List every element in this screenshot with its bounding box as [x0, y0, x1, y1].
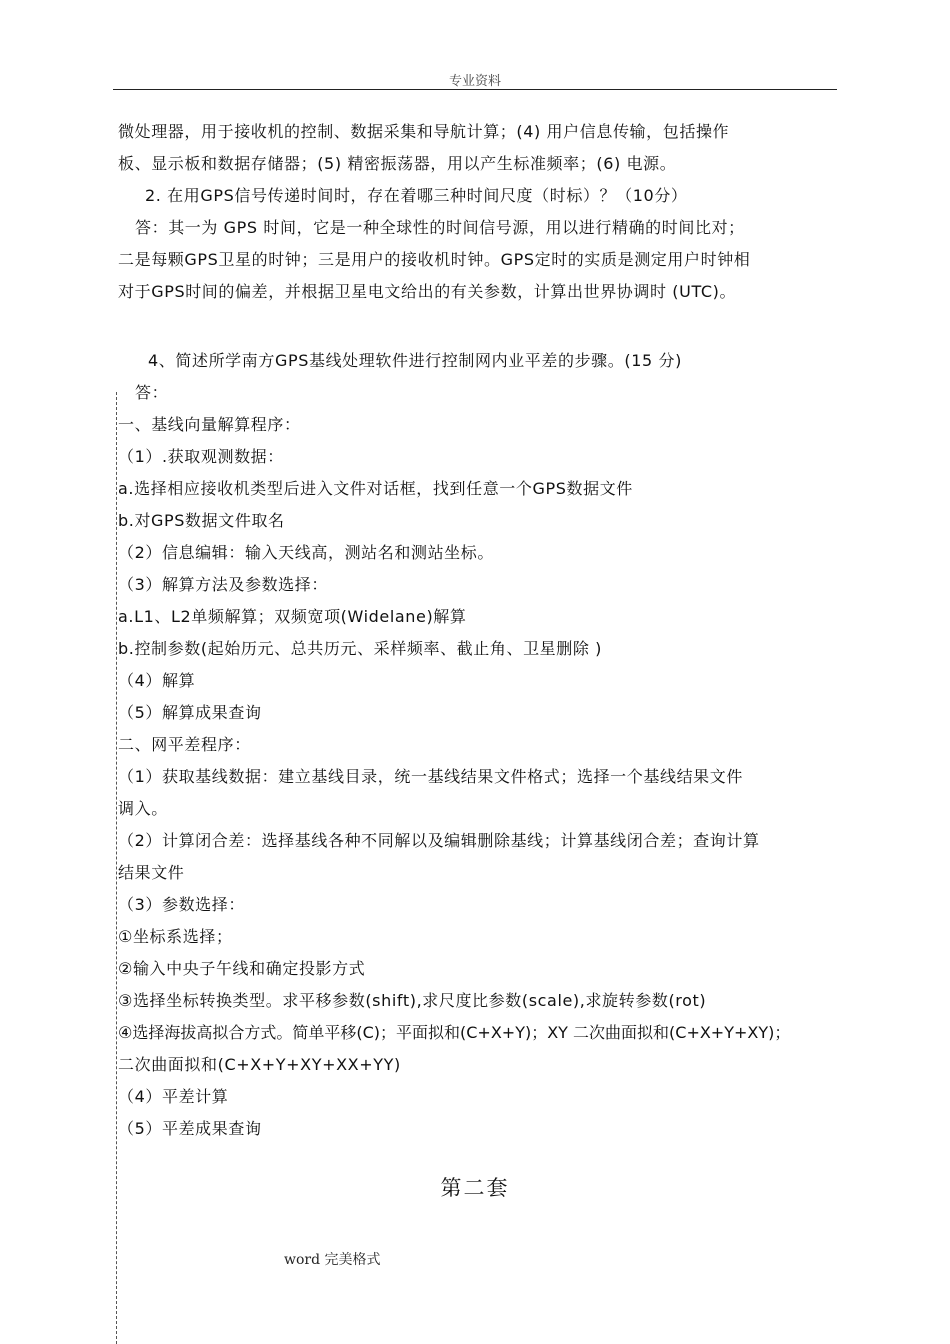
page-header-title: 专业资料 [448, 74, 501, 89]
section-heading: 第二套 [440, 1176, 510, 1200]
text-line: 板、显示板和数据存储器；(5) 精密振荡器，用以产生标准频率；(6) 电源。 [118, 154, 677, 173]
answer-2-line: 二是每颗GPS卫星的时钟；三是用户的接收机时钟。GPS定时的实质是测定用户时钟相 [118, 250, 751, 269]
list-item: 调入。 [118, 799, 168, 818]
list-item: （1）获取基线数据：建立基线目录，统一基线结果文件格式；选择一个基线结果文件 [118, 767, 743, 786]
list-item: （1）.获取观测数据： [118, 447, 284, 466]
list-item: b.控制参数(起始历元、总共历元、采样频率、截止角、卫星删除 ) [118, 639, 603, 658]
list-item: 二次曲面拟和(C+X+Y+XY+XX+YY) [118, 1055, 401, 1074]
list-item: b.对GPS数据文件取名 [118, 511, 285, 530]
text-line: 微处理器，用于接收机的控制、数据采集和导航计算；(4) 用户信息传输，包括操作 [118, 122, 730, 141]
list-item: ④选择海拔高拟合方式。简单平移(C)；平面拟和(C+X+Y)；XY 二次曲面拟和(C+X+Y+XY)； [118, 1023, 791, 1042]
list-item: a.选择相应接收机类型后进入文件对话框，找到任意一个GPS数据文件 [118, 479, 633, 498]
answer-4-label: 答： [135, 383, 169, 402]
list-item: （2）计算闭合差：选择基线各种不同解以及编辑删除基线；计算基线闭合差；查询计算 [118, 831, 760, 850]
list-item: （4）平差计算 [118, 1087, 229, 1106]
question-4: 4、简述所学南方GPS基线处理软件进行控制网内业平差的步骤。(15 分) [148, 351, 682, 370]
section-1-title: 一、基线向量解算程序： [118, 415, 301, 434]
list-item: （4）解算 [118, 671, 196, 690]
section-2-title: 二、网平差程序： [118, 735, 251, 754]
list-item: 结果文件 [118, 863, 185, 882]
list-item: （3）参数选择： [118, 895, 245, 914]
list-item: （3）解算方法及参数选择： [118, 575, 328, 594]
question-2: 2. 在用GPS信号传递时间时，存在着哪三种时间尺度（时标）？（10分） [145, 186, 688, 205]
answer-2-line: 对于GPS时间的偏差，并根据卫星电文给出的有关参数，计算出世界协调时 (UTC)。 [118, 282, 737, 301]
list-item: ③选择坐标转换类型。求平移参数(shift),求尺度比参数(scale),求旋转参数(rot) [118, 991, 707, 1010]
header-rule [113, 89, 837, 90]
page-footer-text: word 完美格式 [284, 1252, 381, 1268]
list-item: （5）平差成果查询 [118, 1119, 262, 1138]
list-item: （5）解算成果查询 [118, 703, 262, 722]
list-item: ②输入中央子午线和确定投影方式 [118, 959, 366, 978]
answer-2-line: 答：其一为 GPS 时间，它是一种全球性的时间信号源，用以进行精确的时间比对； [135, 218, 745, 237]
list-item: ①坐标系选择； [118, 927, 233, 946]
list-item: a.L1、L2单频解算；双频宽项(Widelane)解算 [118, 607, 467, 626]
list-item: （2）信息编辑：输入天线高，测站名和测站坐标。 [118, 543, 494, 562]
